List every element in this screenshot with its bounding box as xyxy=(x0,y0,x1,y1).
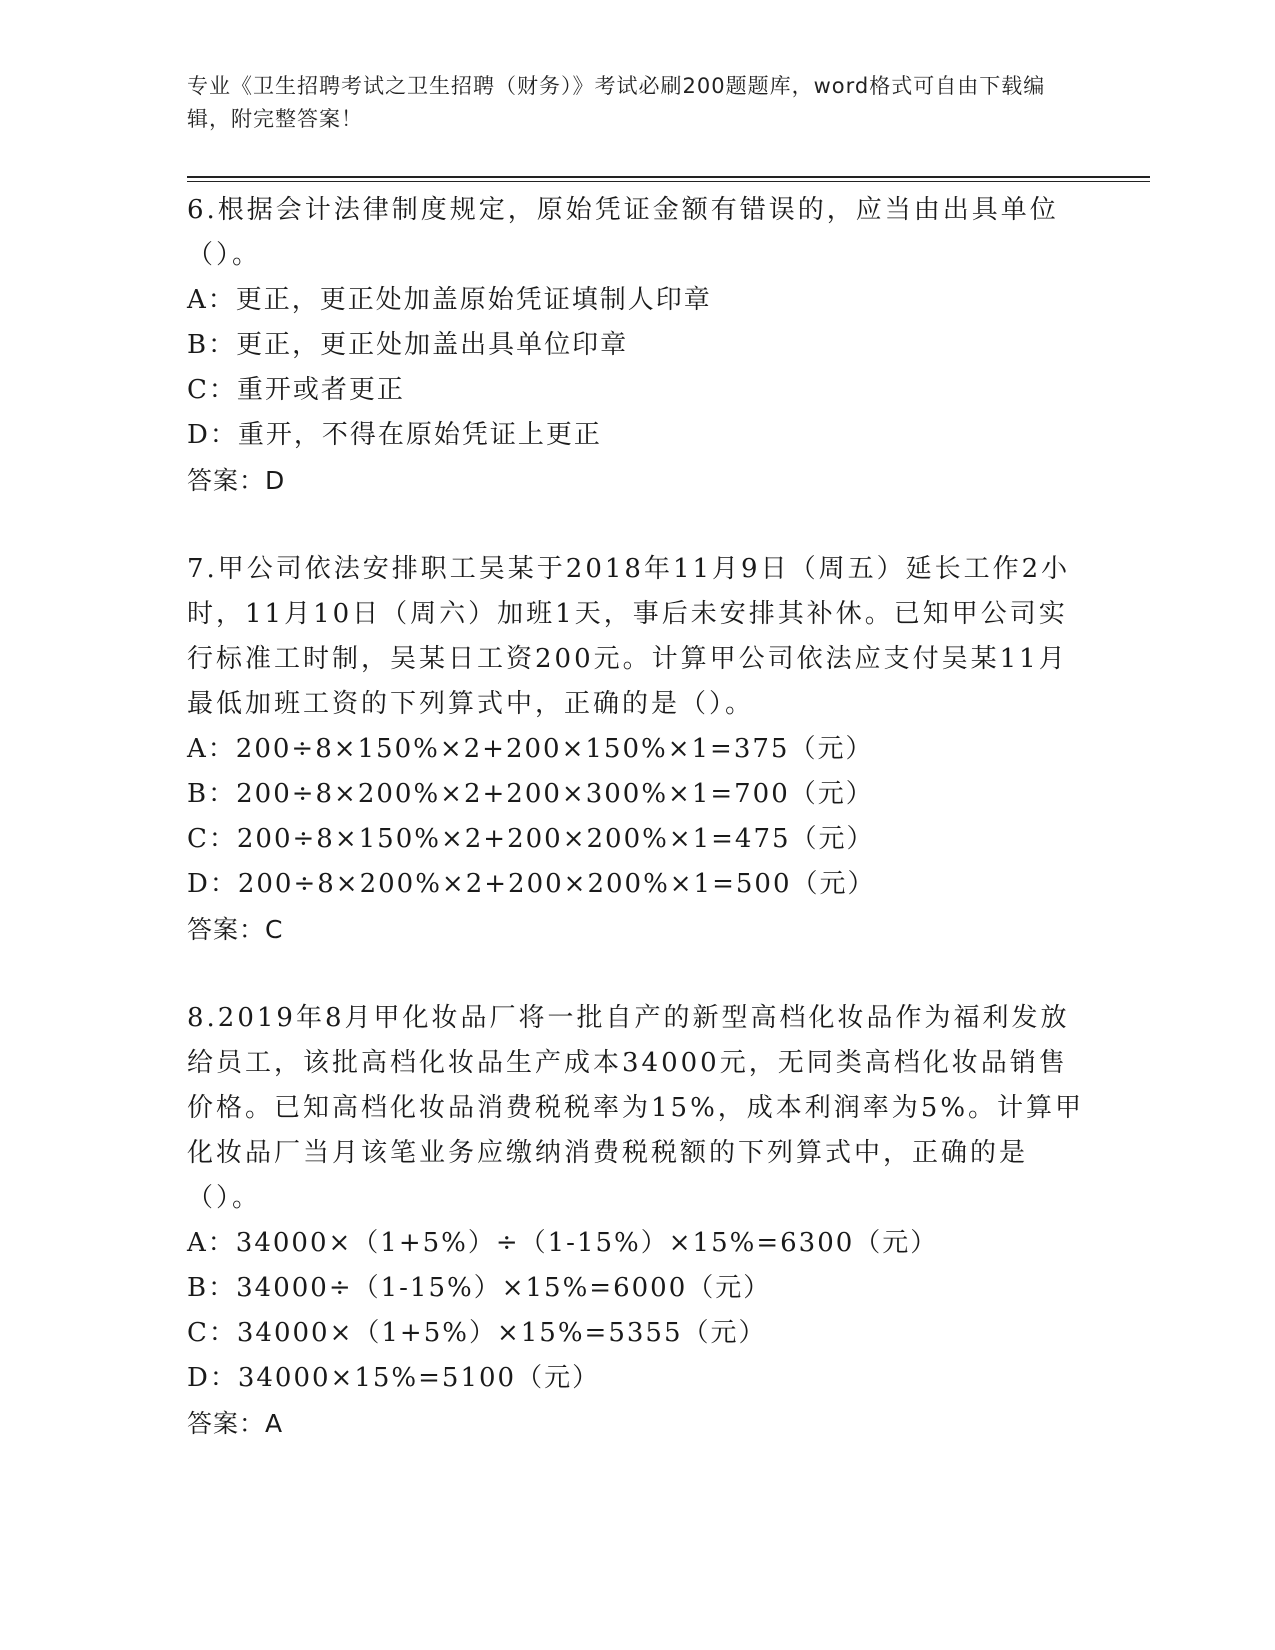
answer-line: 答案：C xyxy=(187,915,284,944)
question-stem: 8.2019年8月甲化妆品厂将一批自产的新型高档化妆品作为福利发放给员工，该批高档化妆品生产成本34000元，无同类高档化妆品销售价格。已知高档化妆品消费税税率为15%，成本利润率为5%。计算甲化妆品厂当月该笔业务应缴纳消费税税额的下列算式中，正确的是（）。 xyxy=(187,1003,1085,1213)
option-c: C：34000×（1+5%）×15%=5355（元） xyxy=(187,1318,767,1348)
question-6 xyxy=(187,188,1087,503)
option-b: B：更正，更正处加盖出具单位印章 xyxy=(187,330,629,360)
option-a: A：200÷8×150%×2+200×150%×1=375（元） xyxy=(187,734,874,764)
option-b: B：200÷8×200%×2+200×300%×1=700（元） xyxy=(187,779,874,809)
option-b: B：34000÷（1-15%）×15%=6000（元） xyxy=(187,1273,772,1303)
option-c: C：200÷8×150%×2+200×200%×1=475（元） xyxy=(187,824,875,854)
question-list xyxy=(187,188,1087,1490)
question-stem: 7.甲公司依法安排职工吴某于2018年11月9日（周五）延长工作2小时，11月10日（周六）加班1天，事后未安排其补休。已知甲公司实行标准工时制，吴某日工资200元。计算甲公司依法应支付吴某11月最低加班工资的下列算式中，正确的是（）。 xyxy=(187,554,1071,719)
answer-line: 答案：D xyxy=(187,466,286,495)
option-c: C：重开或者更正 xyxy=(187,375,405,405)
header-divider-thick xyxy=(187,176,1150,178)
option-d: D：34000×15%=5100（元） xyxy=(187,1363,601,1393)
document-header: 专业《卫生招聘考试之卫生招聘（财务）》考试必刷200题题库，word格式可自由下载编辑，附完整答案！ xyxy=(187,74,1046,131)
option-d: D：重开，不得在原始凭证上更正 xyxy=(187,420,602,450)
header-divider-thin xyxy=(187,181,1150,182)
option-a: A：更正，更正处加盖原始凭证填制人印章 xyxy=(187,285,712,315)
option-a: A：34000×（1+5%）÷（1-15%）×15%=6300（元） xyxy=(187,1228,939,1258)
question-8 xyxy=(187,996,1087,1446)
question-stem: 6.根据会计法律制度规定，原始凭证金额有错误的，应当由出具单位（）。 xyxy=(187,195,1059,270)
answer-line: 答案：A xyxy=(187,1409,284,1438)
question-7 xyxy=(187,547,1087,952)
option-d: D：200÷8×200%×2+200×200%×1=500（元） xyxy=(187,869,876,899)
